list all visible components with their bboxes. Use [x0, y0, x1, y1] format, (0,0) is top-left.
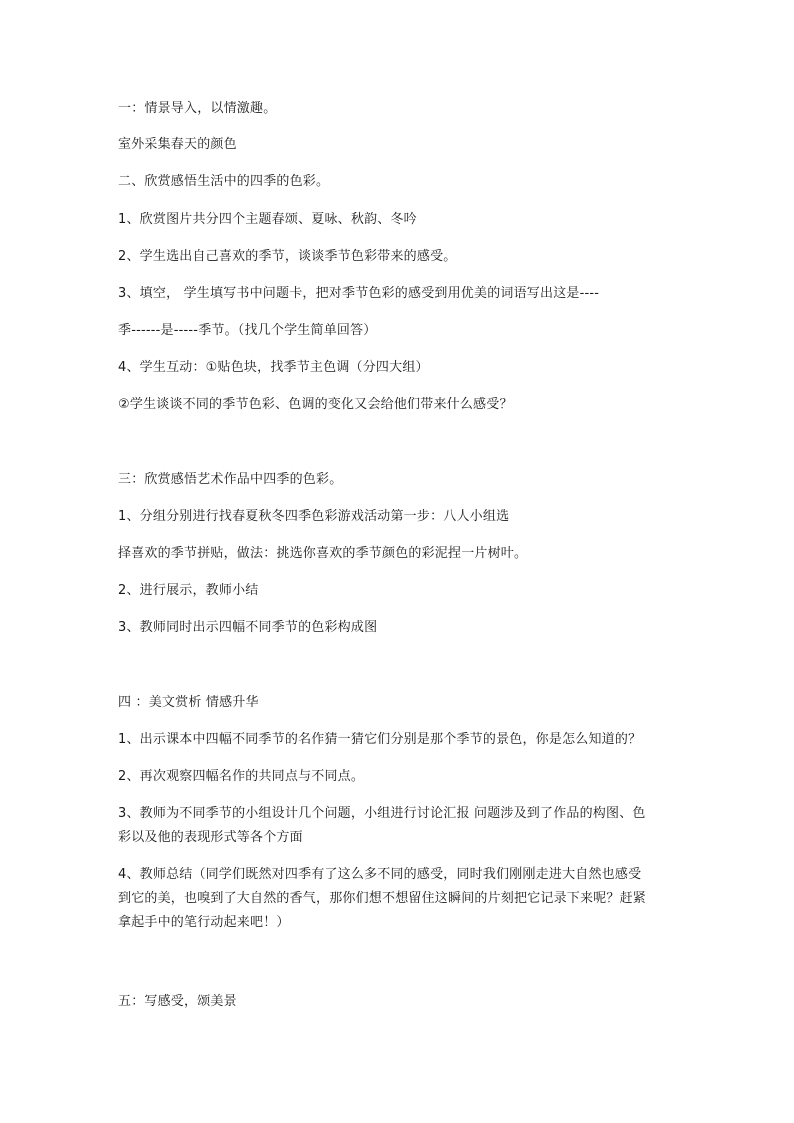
section-1-heading: 一：情景导入，以情激趣。 — [118, 101, 277, 116]
section-4-item-4-line-2: 到它的美，也嗅到了大自然的香气，那你们想不想留住这瞬间的片刻把它记录下来呢？赶紧 — [118, 891, 647, 906]
section-1-item: 室外采集春天的颜色 — [118, 137, 237, 152]
section-4-item-3-line-1: 3、教师为不同季节的小组设计几个问题，小组进行讨论汇报 问题涉及到了作品的构图、色 — [118, 806, 646, 821]
section-3-item-1: 1、分组分别进行找春夏秋冬四季色彩游戏活动第一步：八人小组选 — [118, 509, 510, 524]
section-2-heading: 二、欣赏感悟生活中的四季的色彩。 — [118, 174, 330, 189]
section-4-item-4-line-3: 拿起手中的笔行动起来吧！） — [118, 915, 290, 930]
section-2-item-1: 1、欣赏图片共分四个主题春颂、夏咏、秋韵、冬吟 — [118, 212, 417, 227]
section-4-item-2: 2、再次观察四幅名作的共同点与不同点。 — [118, 769, 365, 784]
section-3-item-3: 3、教师同时出示四幅不同季节的色彩构成图 — [118, 620, 378, 635]
section-4-item-3-line-2: 彩以及他的表现形式等各个方面 — [118, 830, 303, 845]
section-4-item-1: 1、出示课本中四幅不同季节的名作猜一猜它们分别是那个季节的景色，你是怎么知道的？ — [118, 732, 642, 747]
section-2-item-4: 4、学生互动：①贴色块，找季节主色调（分四大组） — [118, 360, 429, 375]
section-4-item-4-line-1: 4、教师总结（同学们既然对四季有了这么多不同的感受，同时我们刚刚走进大自然也感受 — [118, 867, 642, 882]
section-2-item-2: 2、学生选出自己喜欢的季节，谈谈季节色彩带来的感受。 — [118, 249, 457, 264]
section-2-item-3: 3、填空， 学生填写书中问题卡，把对季节色彩的感受到用优美的词语写出这是---- — [118, 286, 600, 301]
section-3-item-2: 2、进行展示，教师小结 — [118, 583, 259, 598]
section-3-item-1-cont: 择喜欢的季节拼贴，做法：挑选你喜欢的季节颜色的彩泥捏一片树叶。 — [118, 546, 528, 561]
section-2-item-4-sub: ②学生谈谈不同的季节色彩、色调的变化又会给他们带来什么感受？ — [118, 397, 513, 412]
section-5-heading: 五：写感受，颂美景 — [118, 994, 237, 1009]
section-3-heading: 三：欣赏感悟艺术作品中四季的色彩。 — [118, 472, 343, 487]
section-2-item-3-cont: 季------是-----季节。（找几个学生简单回答） — [118, 323, 377, 338]
section-4-heading: 四 ：美文赏析 情感升华 — [118, 695, 259, 710]
